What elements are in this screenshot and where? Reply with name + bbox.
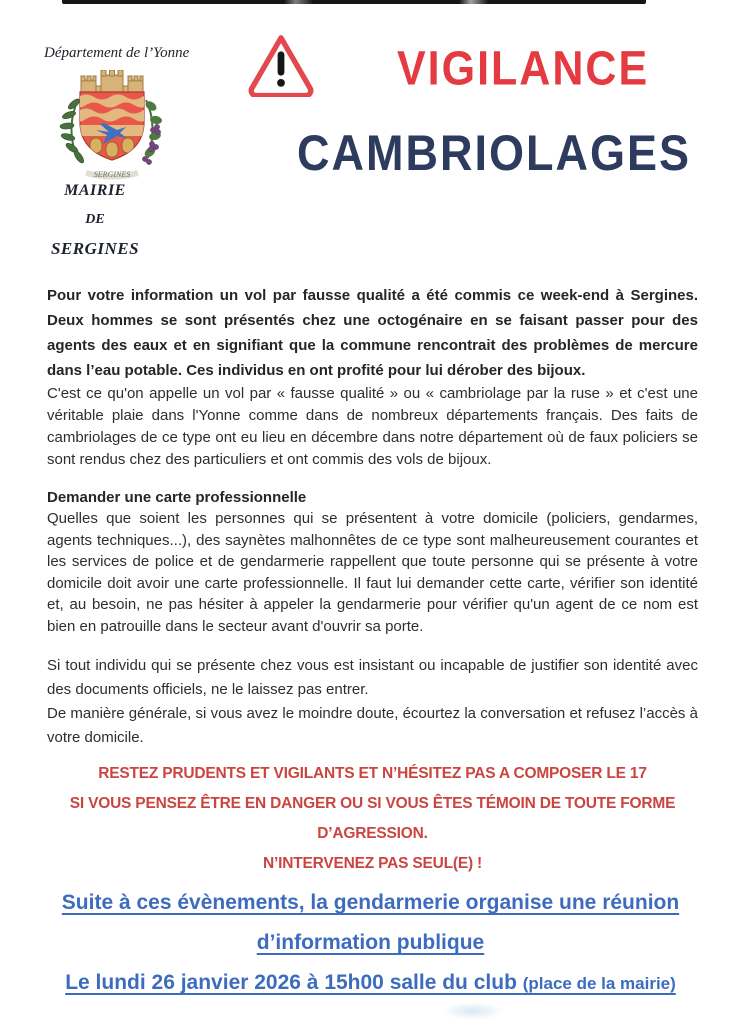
mairie-title-block bbox=[33, 182, 157, 259]
section-heading-carte-professionnelle: Demander une carte professionnelle bbox=[47, 489, 307, 506]
alert-line: N’INTERVENEZ PAS SEUL(E) ! bbox=[263, 855, 482, 872]
crest-caption-text: SERGINES bbox=[93, 170, 131, 179]
paragraph-explanation: C'est ce qu'on appelle un vol par « fausse qualité » ou « cambriolage par la ruse » et c'est une véritable plaie dans l'Yonne comme dans de nombreux départements français. Des faits de cambriolages de ce type ont eu lieu en décembre dans notre département où de faux policiers se sont rendus chez des particuliers et ont commis des vols de bijoux. bbox=[47, 385, 698, 468]
alert-line: SI VOUS PENSEZ ÊTRE EN DANGER OU SI VOUS ÊTES TÉMOIN DE TOUTE FORME bbox=[69, 795, 676, 812]
scan-artifact-smudge bbox=[442, 1002, 504, 1020]
meeting-announcement-block bbox=[25, 883, 716, 1004]
mairie-line: MAIRIE bbox=[64, 182, 126, 199]
alert-line: RESTEZ PRUDENTS ET VIGILANTS ET N’HÉSITEZ PAS A COMPOSER LE 17 bbox=[98, 765, 647, 782]
coat-of-arms-icon bbox=[56, 70, 168, 192]
meeting-date-main: Le lundi 26 janvier 2026 à 15h00 salle du club bbox=[65, 971, 523, 994]
meeting-location-note: (place de la mairie) bbox=[522, 974, 676, 993]
mairie-line: DE bbox=[85, 212, 105, 227]
paragraph-refuse-entry: Si tout individu qui se présente chez vous est insistant ou incapable de justifier son identité avec des documents officiels, ne le laissez pas entrer. bbox=[47, 657, 698, 698]
alert-compose-17-block bbox=[47, 759, 698, 879]
department-label: Département de l’Yonne bbox=[44, 45, 190, 61]
alert-line: D’AGRESSION. bbox=[317, 825, 428, 842]
paragraph-incident: Pour votre information un vol par fausse qualité a été commis ce week-end à Sergines. Deux hommes se sont présentés chez une octogénaire en se faisant passer pour des agents des eaux et en signifiant que la commune rencontrait des problèmes de mercure dans l’eau potable. Ces individus en ont profité pour lui dérober des bijoux. bbox=[47, 287, 698, 379]
meeting-line: Suite à ces évènements, la gendarmerie organise une réunion bbox=[61, 891, 680, 914]
title-cambriolages: CAMBRIOLAGES bbox=[297, 124, 691, 182]
sergines-coat-of-arms bbox=[56, 70, 168, 192]
paragraph-advice: Quelles que soient les personnes qui se présentent à votre domicile (policiers, gendarmes, agents techniques...), des saynètes malhonnêtes de ce type sont malheureusement courantes et les services de police et de gendarmerie rappellent que toute personne qui se présente à votre domicile doit avoir une carte professionnelle. Il faut lui demander cette carte, vérifier son identité et, au besoin, ne pas hésiter à appeler la gendarmerie pour vérifier qu'un agent de ce nom est bien en patrouille dans le secteur avant d'ouvrir sa porte. bbox=[47, 510, 698, 635]
meeting-line: d’information publique bbox=[256, 931, 485, 954]
paragraph-refuse-access: De manière générale, si vous avez le moindre doute, écourtez la conversation et refusez l’accès à votre domicile. bbox=[47, 705, 698, 746]
notice-body bbox=[47, 283, 698, 750]
warning-triangle-icon bbox=[246, 31, 316, 97]
title-vigilance: VIGILANCE bbox=[397, 42, 650, 96]
meeting-date-line bbox=[25, 963, 716, 1004]
scan-artifact-top-bar bbox=[62, 0, 646, 4]
mairie-line: SERGINES bbox=[50, 239, 140, 258]
